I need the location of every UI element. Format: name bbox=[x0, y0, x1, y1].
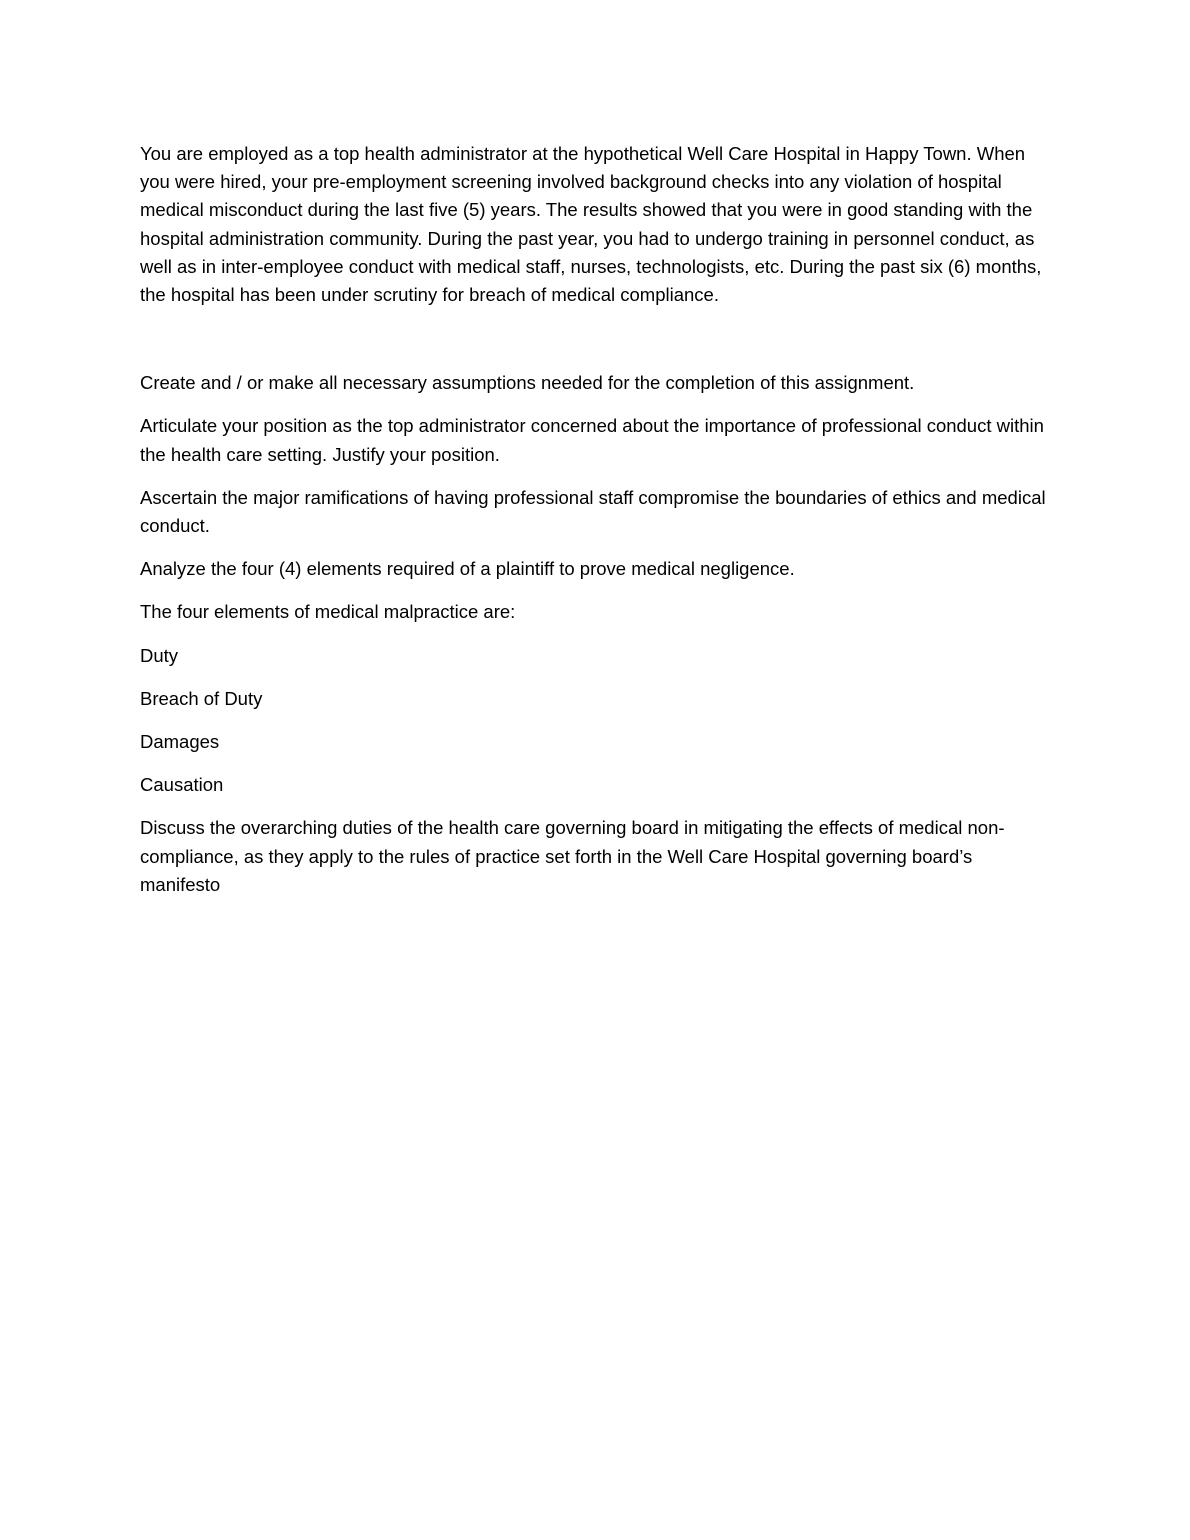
element-breach-of-duty: Breach of Duty bbox=[140, 687, 263, 709]
articulate-paragraph: Articulate your position as the top administrator concerned about the importance of professional conduct within the health care setting. Justify your position. bbox=[140, 415, 1044, 465]
analyze-paragraph: Analyze the four (4) elements required of a plaintiff to prove medical negligence. bbox=[140, 558, 795, 580]
ascertain-paragraph: Ascertain the major ramifications of having professional staff compromise the boundaries of ethics and medical conduct. bbox=[140, 486, 1046, 537]
document-body bbox=[140, 140, 1055, 899]
assumptions-paragraph: Create and / or make all necessary assumptions needed for the completion of this assignment. bbox=[140, 372, 915, 394]
element-causation: Causation bbox=[140, 774, 224, 796]
discuss-paragraph: Discuss the overarching duties of the health care governing board in mitigating the effects of medical non-compliance, as they apply to the rules of practice set forth in the Well Care Hospital governing board’s manifesto bbox=[140, 817, 1005, 895]
elements-intro-paragraph: The four elements of medical malpractice are: bbox=[140, 601, 516, 623]
element-damages: Damages bbox=[140, 731, 220, 753]
intro-paragraph: You are employed as a top health administrator at the hypothetical Well Care Hospital in Happy Town. When you were hired, your pre-employment screening involved background checks into any violation of hospital medical misconduct during the last five (5) years. The results showed that you were in good standing with the hospital administration community. During the past year, you had to undergo training in personnel conduct, as well as in inter-employee conduct with medical staff, nurses, technologists, etc. During the past six (6) months, the hospital has been under scrutiny for breach of medical compliance. bbox=[140, 143, 1042, 306]
element-duty: Duty bbox=[140, 644, 179, 666]
